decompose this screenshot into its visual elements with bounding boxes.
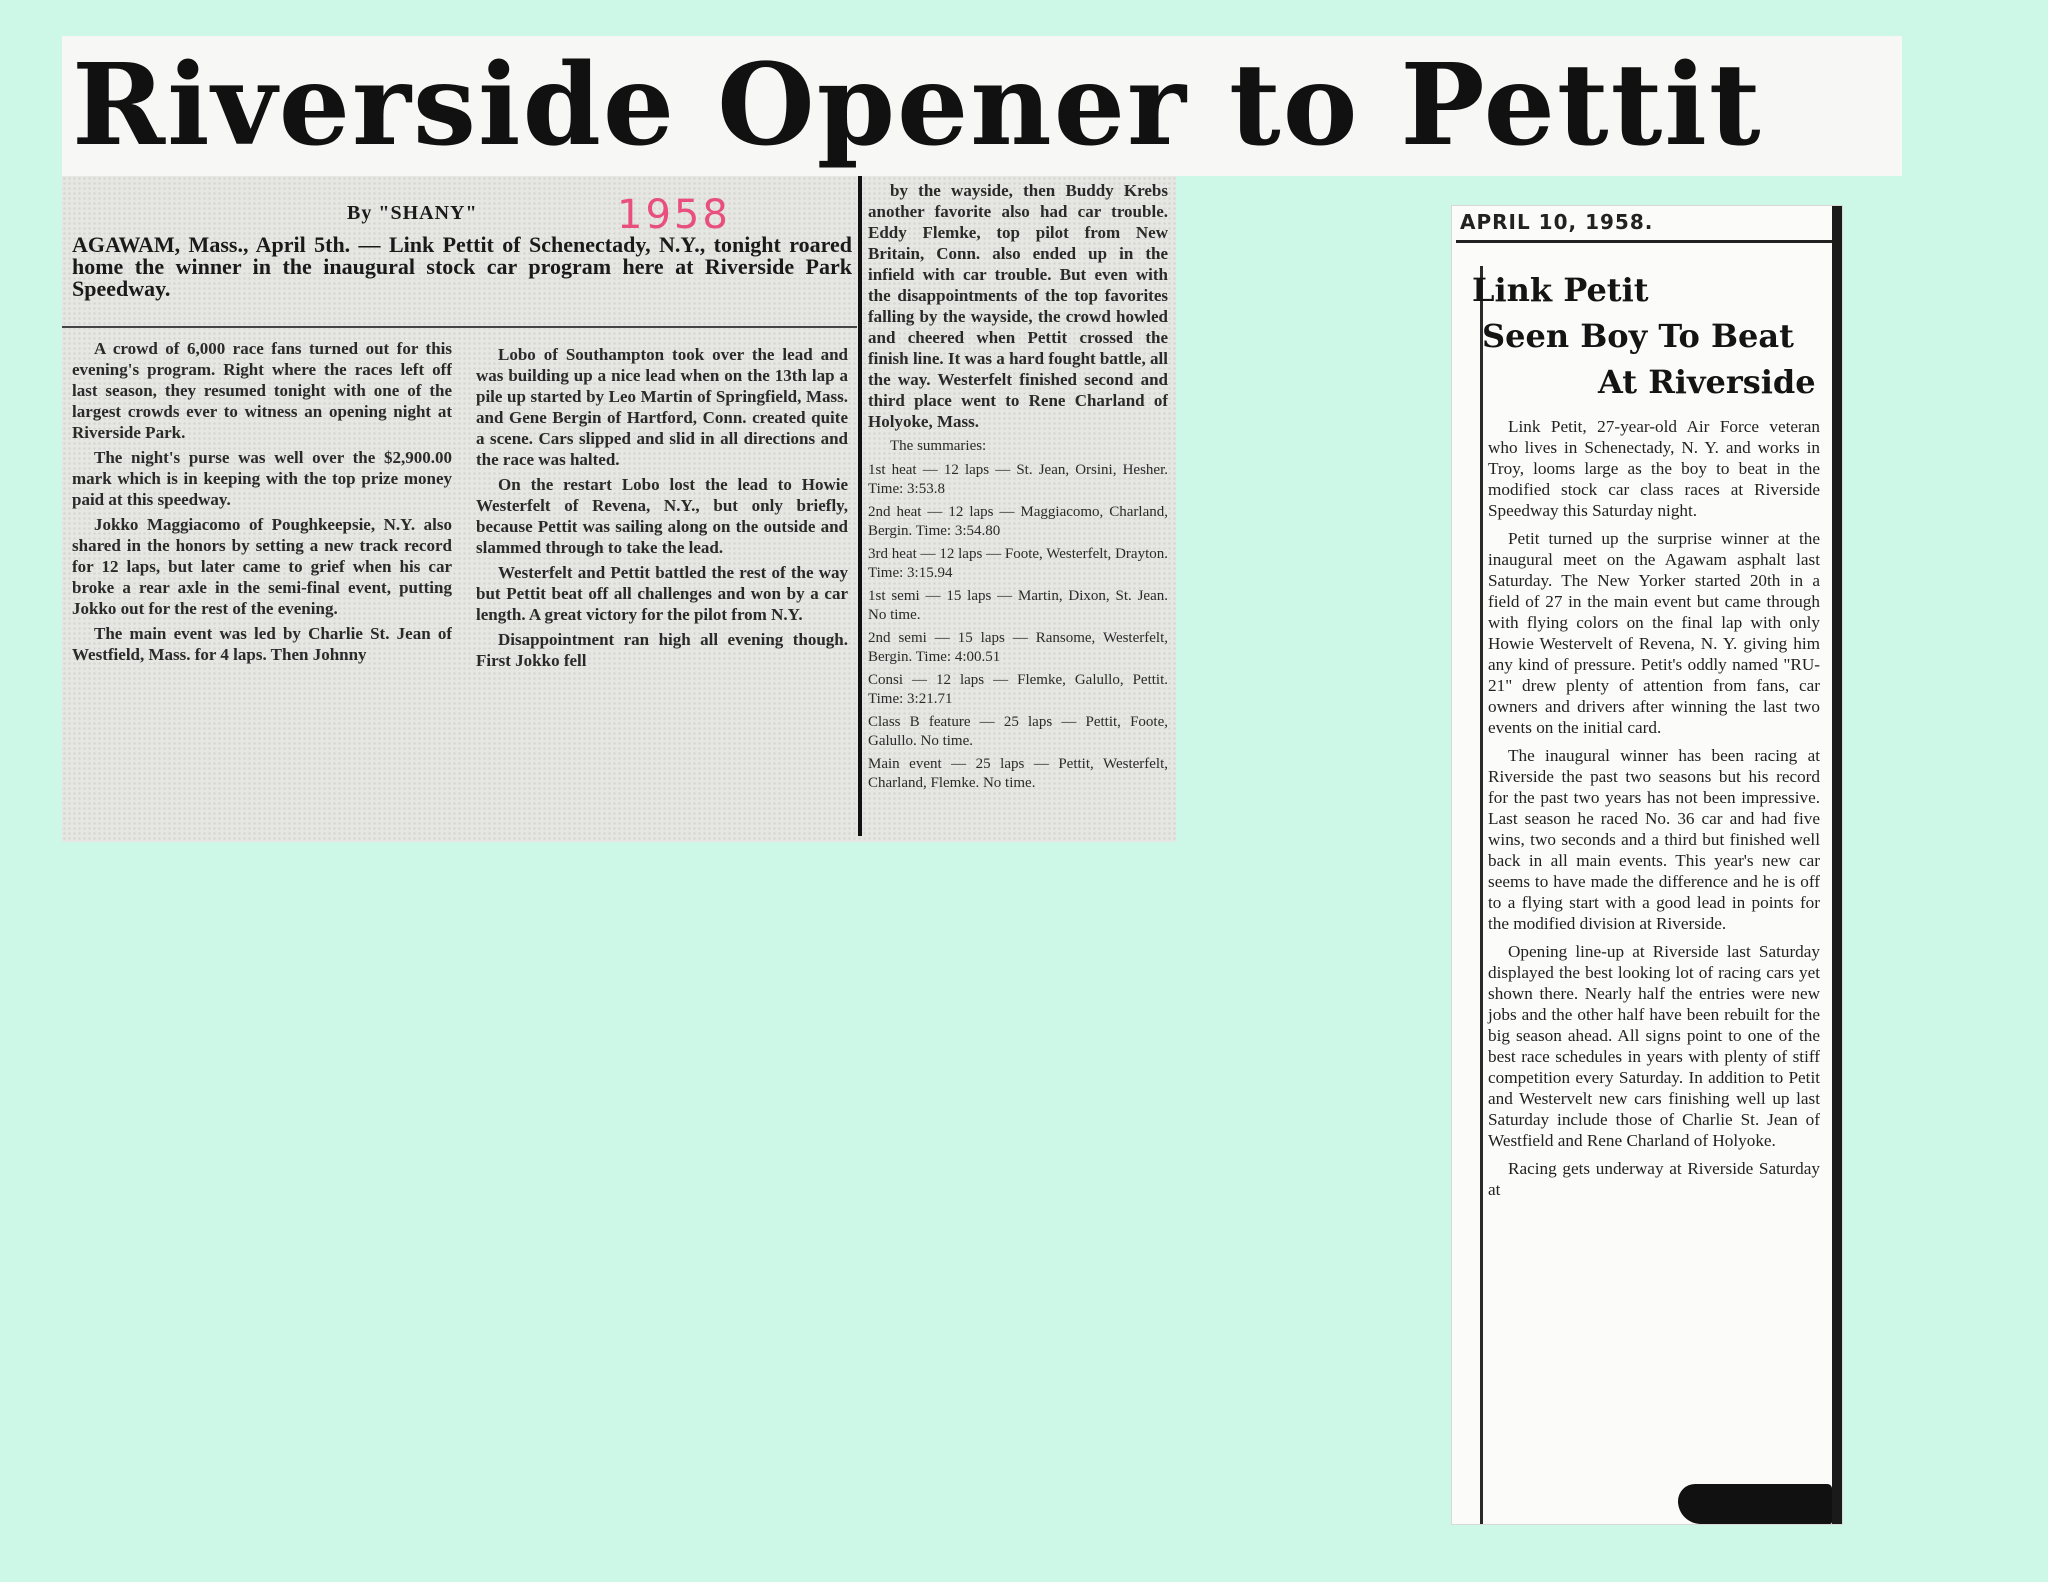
headline-line-2: Seen Boy To Beat — [1482, 317, 1794, 355]
summary-line: Main event — 25 laps — Pettit, Westerfelt, Charland, Flemke. No time. — [868, 756, 1168, 791]
summary-line: 1st heat — 12 laps — St. Jean, Orsini, Hesher. Time: 3:53.8 — [868, 462, 1168, 497]
headline-band — [62, 36, 1902, 176]
paragraph: A crowd of 6,000 race fans turned out for this evening's program. Right where the races left off last season, they resumed tonight with one of the largest crowds ever to witness an opening night at Riverside Park. — [72, 339, 452, 442]
paragraph: Disappointment ran high all evening though. First Jokko fell — [476, 630, 848, 670]
column-3 — [868, 180, 1168, 836]
byline: By "SHANY" — [347, 202, 478, 224]
summary-line: Class B feature — 25 laps — Pettit, Foote, Galullo. No time. — [868, 714, 1168, 749]
horizontal-rule — [62, 326, 857, 328]
summary-line: 2nd semi — 15 laps — Ransome, Westerfelt, Bergin. Time: 4:00.51 — [868, 630, 1168, 665]
paragraph: Jokko Maggiacomo of Poughkeepsie, N.Y. also shared in the honors by setting a new track record for 12 laps, but later came to grief when his car broke a rear axle in the semi-final event, putting Jokko out for the rest of the evening. — [72, 515, 452, 618]
paragraph: The main event was led by Charlie St. Jean of Westfield, Mass. for 4 laps. Then Johnny — [72, 624, 452, 664]
summary-line: 2nd heat — 12 laps — Maggiacomo, Charland, Bergin. Time: 3:54.80 — [868, 504, 1168, 539]
paragraph: The night's purse was well over the $2,900.00 mark which is in keeping with the top prize money paid at this speedway. — [72, 448, 452, 509]
paragraph: Racing gets underway at Riverside Saturday at — [1488, 1159, 1820, 1199]
headline-line-3: At Riverside — [1598, 363, 1816, 401]
headline-line-1: Link Petit — [1472, 271, 1649, 309]
paragraph: Petit turned up the surprise winner at the inaugural meet on the Agawam asphalt last Saturday. The New Yorker started 20th in a field of 27 in the main event but came through with flying colors on the final lap with only Howie Westervelt of Revena, N. Y. giving him any kind of pressure. Petit's oddly named "RU-21" drew plenty of attention from fans, car owners and drivers after winning the last two events on the initial card. — [1488, 529, 1820, 737]
summaries-heading: The summaries: — [890, 438, 987, 454]
column-1 — [72, 338, 452, 838]
dateline-rule — [1456, 240, 1832, 243]
paragraph: The inaugural winner has been racing at Riverside the past two seasons but his record for the past two years has not been impressive. Last season he raced No. 36 car and had five wins, two seconds and a third but finished well back in all main events. This year's new car seems to have made the difference and he is off to a flying start with a good lead in points for the modified division at Riverside. — [1488, 746, 1820, 933]
paragraph: On the restart Lobo lost the lead to Howie Westerfelt of Revena, N.Y., but only briefly, because Pettit was sailing along on the outside and slammed through to take the lead. — [476, 475, 848, 557]
paragraph: by the wayside, then Buddy Krebs another favorite also had car trouble. Eddy Flemke, top pilot from New Britain, Conn. also ended up in the infield with car trouble. But even with the disappointments of the top favorites falling by the wayside, the crowd howled and cheered when Pettit crossed the finish line. It was a hard fought battle, all the way. Westerfelt finished second and third place went to Rene Charland of Holyoke, Mass. — [868, 181, 1168, 431]
column-rule — [858, 176, 862, 836]
clipping-link-petit — [1452, 206, 1842, 1524]
article-body — [62, 176, 1176, 842]
dateline — [1460, 210, 1653, 235]
summary-line: Consi — 12 laps — Flemke, Galullo, Pettit. Time: 3:21.71 — [868, 672, 1168, 707]
date-text: APRIL 10, 1958. — [1460, 210, 1654, 234]
paragraph: Link Petit, 27-year-old Air Force veteran who lives in Schenectady, N. Y. and works in Troy, looms large as the boy to beat in the modified stock car class races at Riverside Speedway this Saturday night. — [1488, 417, 1820, 520]
paragraph: Opening line-up at Riverside last Saturday displayed the best looking lot of racing cars yet shown there. Nearly half the entries were new jobs and the other half have been rebuilt for the big season ahead. All signs point to one of the best race schedules in years with plenty of stiff competition every Saturday. In addition to Petit and Westervelt new cars finishing well up last Saturday include those of Charlie St. Jean of Westfield and Rene Charland of Holyoke. — [1488, 942, 1820, 1150]
ink-blot — [1678, 1484, 1832, 1524]
column-rule — [1480, 266, 1483, 1524]
handwritten-year: 1958 — [617, 192, 731, 238]
paragraph: Westerfelt and Pettit battled the rest of the way but Pettit beat off all challenges and won by a car length. A great victory for the pilot from N.Y. — [476, 563, 848, 624]
summary-line: 3rd heat — 12 laps — Foote, Westerfelt, Drayton. Time: 3:15.94 — [868, 546, 1168, 581]
article-body — [1488, 416, 1820, 1207]
lede-paragraph: AGAWAM, Mass., April 5th. — Link Pettit of Schenectady, N.Y., tonight roared home the winner in the inaugural stock car program here at Riverside Park Speedway. — [72, 232, 852, 301]
summary-line: 1st semi — 15 laps — Martin, Dixon, St. Jean. No time. — [868, 588, 1168, 623]
scan-edge — [1832, 206, 1842, 1524]
paragraph: Lobo of Southampton took over the lead and was building up a nice lead when on the 13th lap a pile up started by Leo Martin of Springfield, Mass. and Gene Bergin of Hartford, Conn. created quite a scene. Cars slipped and slid in all directions and the race was halted. — [476, 345, 848, 469]
column-2 — [476, 344, 848, 836]
headline: Riverside Opener to Pettit — [72, 40, 1763, 171]
